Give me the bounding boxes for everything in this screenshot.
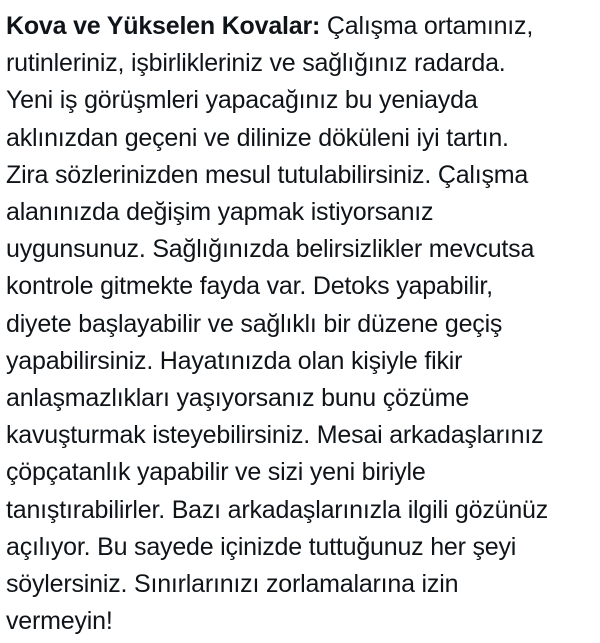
- post-line-14: tanıştırabilirler. Bazı arkadaşlarınızla ilgili gözünüz: [6, 495, 549, 524]
- post-line-3: Yeni iş görüşmleri yapacağınız bu yeniayda: [6, 86, 478, 115]
- post-line-13: çöpçatanlık yapabilir ve sizi yeni biriyle: [6, 458, 426, 487]
- post-line-8: kontrole gitmekte fayda var. Detoks yapabilir,: [6, 272, 493, 301]
- post-line-11: anlaşmazlıkları yaşıyorsanız bunu çözüme: [6, 384, 470, 413]
- post-line-7: uygunsunuz. Sağlığınızda belirsizlikler mevcutsa: [6, 235, 535, 264]
- post-line-10: yapabilirsiniz. Hayatınızda olan kişiyle fikir: [6, 346, 463, 375]
- post-line-4: aklınızdan geçeni ve dilinize döküleni iyi tartın.: [6, 123, 509, 152]
- post-line-17: vermeyin!: [6, 607, 113, 636]
- post-line-16: söylersiniz. Sınırlarınızı zorlamalarına izin: [6, 570, 459, 599]
- post-line-1-rest: Çalışma ortamınız,: [320, 12, 534, 40]
- post-text: [6, 8, 596, 640]
- post-line-1: [6, 8, 596, 45]
- post-line-12: kavuşturmak isteyebilirsiniz. Mesai arkadaşlarınız: [6, 421, 544, 450]
- post-line-15: açılıyor. Bu sayede içinizde tuttuğunuz her şeyi: [6, 532, 517, 561]
- post-line-6: alanınızda değişim yapmak istiyorsanız: [6, 198, 434, 227]
- post-line-5: Zira sözlerinizden mesul tutulabilirsiniz. Çalışma: [6, 160, 529, 189]
- post-line-9: diyete başlayabilir ve sağlıklı bir düzene geçiş: [6, 309, 503, 338]
- post-line-2: rutinleriniz, işbirlikleriniz ve sağlığınız radarda.: [6, 49, 506, 78]
- post-heading: Kova ve Yükselen Kovalar:: [6, 12, 321, 40]
